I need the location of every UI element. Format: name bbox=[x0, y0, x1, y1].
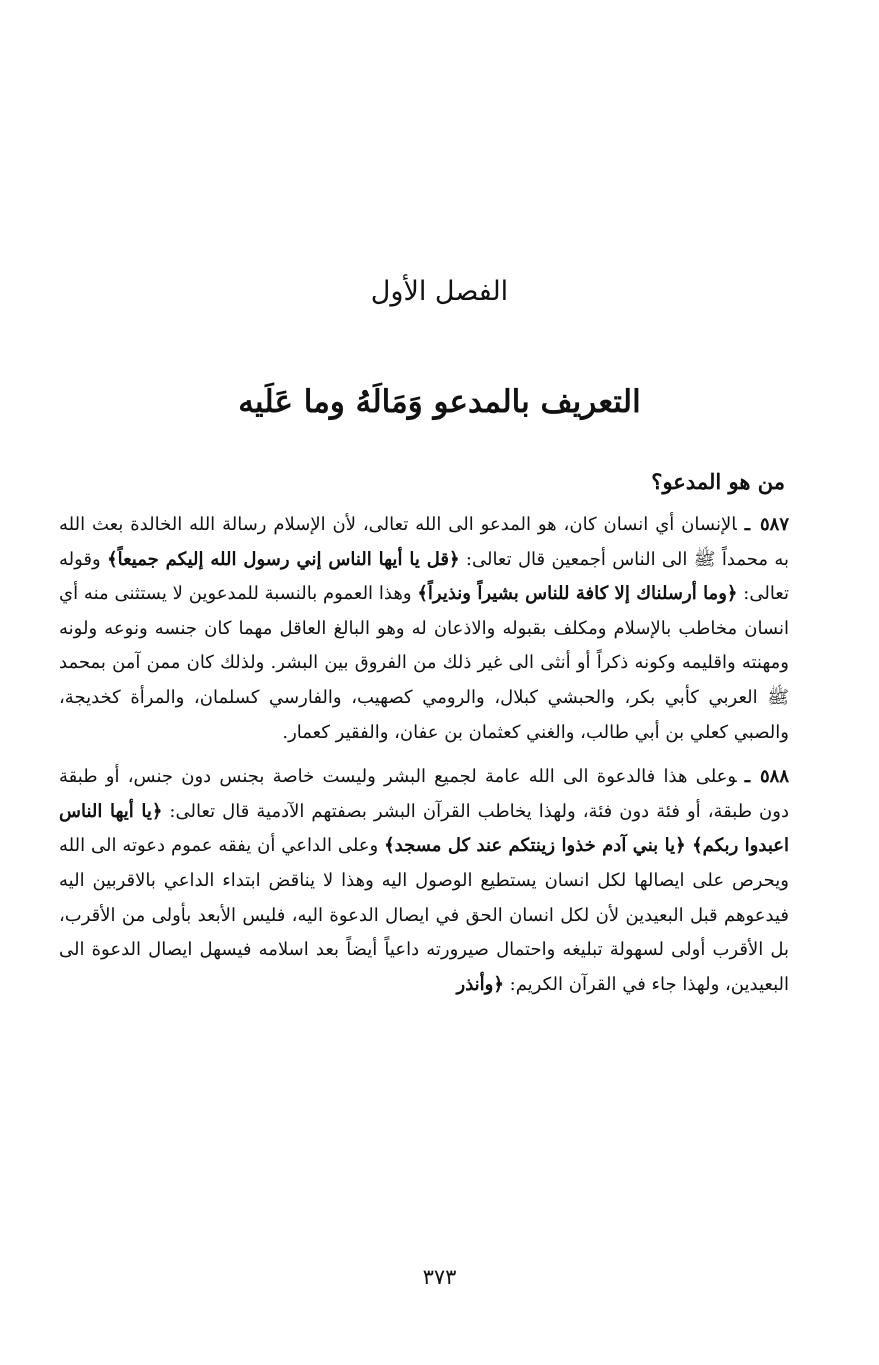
paragraph-number: ٥٨٧ bbox=[759, 514, 789, 535]
paragraph-number: ٥٨٨ bbox=[759, 766, 789, 788]
paragraph-text: وعلى هذا فالدعوة الى الله عامة لجميع البشر وليست خاصة بجنس دون جنس، أو طبقة دون طبقة، أو فئة دون فئة، ولهذا يخاطب القرآن البشر بصفتهم الآدمية قال تعالى: bbox=[59, 766, 789, 822]
paragraph-text: الإنسان أي انسان كان، هو المدعو الى الله تعالى، لأن الإسلام رسالة الله الخالدة بعث الله به محمداً ﷺ الى الناس أجمعين قال تعالى: bbox=[59, 514, 790, 570]
body-content bbox=[59, 462, 789, 1002]
paragraph-588 bbox=[59, 760, 789, 1002]
section-heading: من هو المدعو؟ bbox=[651, 469, 785, 494]
quran-verse: ﴿وأنذر bbox=[456, 973, 504, 995]
chapter-label: الفصل الأول bbox=[370, 276, 509, 307]
paragraph-587 bbox=[59, 508, 789, 750]
paragraph-dash: ـ bbox=[744, 766, 750, 788]
paragraph-text: وهذا العموم بالنسبة للمدعوين لا يستثنى منه أي انسان مخاطب بالإسلام ومكلف بقبوله والاذعان له وهو البالغ العاقل مهما كان جنسه ونوعه ولونه ومهنته واقليمه وكونه ذكراً أو أنثى الى غير ذلك من الفروق بين البشر. ولذلك كان ممن آمن بمحمد ﷺ العربي كأبي بكر، والحبشي كبلال، والرومي كصهيب، والفارسي كسلمان، والمرأة كخديجة، والصبي كعلي بن أبي طالب، والغني كعثمان بن عفان، والفقير كعمار. bbox=[59, 583, 789, 743]
paragraph-dash: ـ bbox=[744, 514, 750, 535]
quran-verse: ﴿قل يا أيها الناس إني رسول الله إليكم جميعاً﴾ bbox=[107, 548, 460, 570]
quran-verse: ﴿وما أرسلناك إلا كافة للناس بشيراً ونذيراً﴾ bbox=[417, 583, 738, 605]
paragraph-text: وعلى الداعي أن يفقه عموم دعوته الى الله ويحرص على ايصالها لكل انسان يستطيع الوصول اليه وهذا لا يناقض ابتداء الداعي بالاقربين اليه فيدعوهم قبل البعيدين لأن لكل انسان الحق في ايصال الدعوة اليه، فليس الأبعد بأولى من الأقرب، بل الأقرب أولى لسهولة تبليغه واحتمال صيرورته داعياً أيضاً بعد اسلامه فيسهل ايصال الدعوة الى البعيدين، ولهذا جاء في القرآن الكريم: bbox=[59, 835, 790, 995]
paragraph-text: وقوله تعالى: bbox=[59, 548, 789, 605]
quran-verse: ﴿يا أيها الناس اعبدوا ربكم﴾ ﴿يا بني آدم خذوا زينتكم عند كل مسجد﴾ bbox=[59, 800, 789, 857]
chapter-title: التعريف بالمدعو وَمَالَهُ وما عَلَيه bbox=[238, 384, 641, 420]
page-number: ٣٧٣ bbox=[422, 1265, 457, 1289]
